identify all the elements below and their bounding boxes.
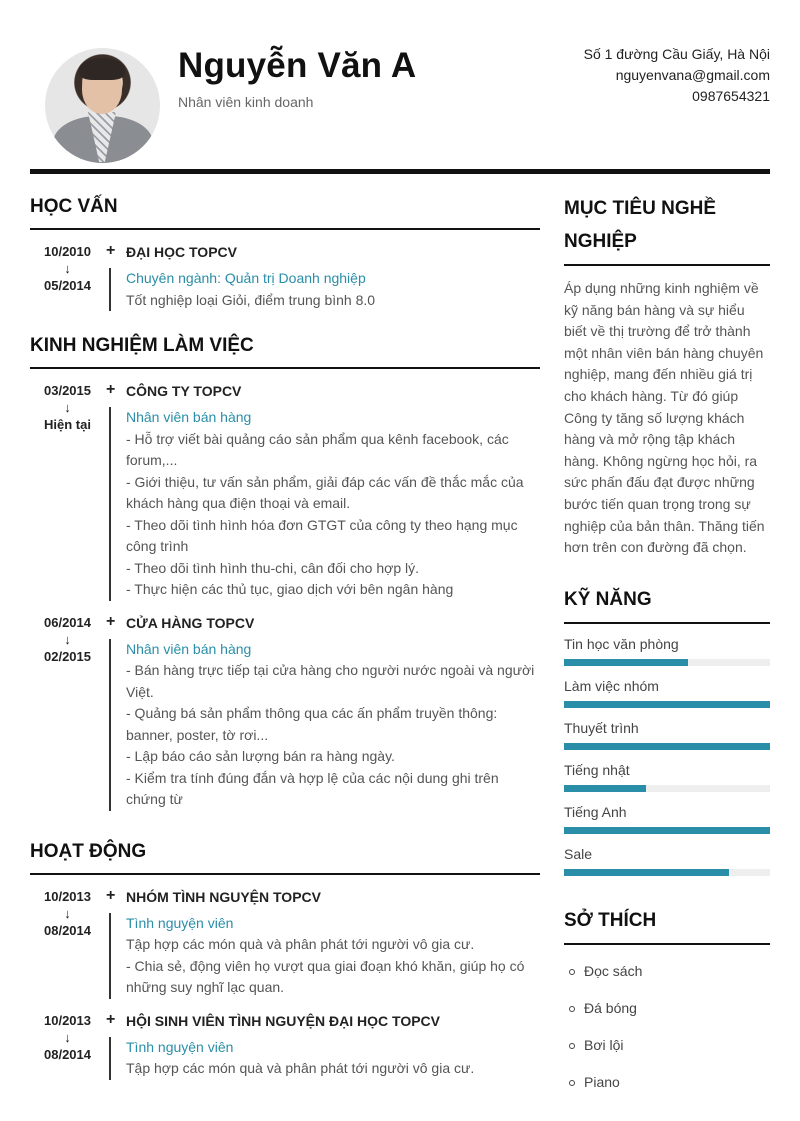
arrow-down-icon: ↓ [64, 261, 71, 276]
skill-bar [564, 827, 770, 834]
hobby-label: Bơi lội [584, 1036, 624, 1053]
plus-icon: + [106, 381, 116, 398]
skill-label: Tiếng Anh [564, 803, 627, 820]
skill-bar-fill [564, 701, 770, 708]
section-title-skills: KỸ NĂNG [564, 583, 770, 624]
avatar [45, 48, 160, 163]
skill-item [564, 718, 770, 750]
arrow-down-icon: ↓ [64, 631, 71, 647]
entry-position: Tình nguyện viên [126, 1038, 234, 1055]
objective-section [564, 192, 770, 559]
candidate-name: Nguyễn Văn A [178, 46, 417, 85]
timeline-entry [30, 886, 540, 999]
entry-details [109, 913, 540, 999]
bullet-circle-icon [569, 1043, 575, 1049]
contact-address: Số 1 đường Cầu Giấy, Hà Nội [583, 46, 770, 62]
skill-label: Tin học văn phòng [564, 635, 679, 652]
entry-date-to: Hiện tại [44, 417, 91, 432]
skill-bar [564, 743, 770, 750]
entry-date-to: 08/2014 [44, 1046, 91, 1062]
entry-organization: ĐẠI HỌC TOPCV [126, 244, 237, 260]
entry-detail-line: - Hỗ trợ viết bài quảng cáo sản phẩm qua kênh facebook, các forum,... [126, 430, 509, 468]
entry-detail-line: - Kiểm tra tính đúng đắn và hợp lệ của các nội dung ghi trên chứng từ [126, 769, 499, 807]
skill-item [564, 802, 770, 834]
candidate-role: Nhân viên kinh doanh [178, 94, 314, 110]
entry-details [109, 268, 540, 311]
skill-bar-fill [564, 785, 646, 792]
skill-item [564, 760, 770, 792]
entry-detail-line: Tập hợp các món quà và phân phát tới người vô gia cư. [126, 936, 475, 952]
plus-icon: + [106, 886, 116, 904]
skill-item [564, 844, 770, 876]
entry-detail-line: - Lập báo cáo sản lượng bán ra hàng ngày. [126, 748, 395, 764]
entry-date-from: 06/2014 [44, 614, 91, 630]
entry-dates [30, 383, 105, 433]
hobby-item [564, 953, 770, 990]
left-column [30, 192, 540, 1080]
cv-header [30, 0, 770, 175]
entry-details [109, 639, 540, 811]
entry-details [109, 407, 540, 601]
skill-label: Thuyết trình [564, 719, 639, 736]
entry-details [109, 1037, 540, 1080]
entry-organization: HỘI SINH VIÊN TÌNH NGUYỆN ĐẠI HỌC TOPCV [126, 1012, 440, 1029]
entry-dates [30, 244, 105, 294]
contact-email[interactable]: nguyenvana@gmail.com [615, 67, 770, 83]
entry-date-to: 08/2014 [44, 922, 91, 938]
section-title-education: HỌC VẤN [30, 192, 540, 230]
education-section [30, 192, 540, 311]
entry-position: Tình nguyện viên [126, 914, 234, 931]
hobby-label: Piano [584, 1073, 620, 1090]
activities-section [30, 837, 540, 1080]
entry-dates [30, 889, 105, 939]
entry-detail-line: - Theo dõi tình hình thu-chi, cân đối cho hợp lý. [126, 559, 419, 576]
entry-organization: NHÓM TÌNH NGUYỆN TOPCV [126, 888, 321, 905]
timeline-entry [30, 383, 540, 601]
plus-icon: + [106, 612, 116, 630]
skill-bar-fill [564, 869, 729, 876]
entry-detail-line: - Thực hiện các thủ tục, giao dịch với bên ngân hàng [126, 581, 454, 597]
entry-date-from: 03/2015 [44, 383, 91, 398]
timeline-entry [30, 1010, 540, 1080]
objective-text: Áp dụng những kinh nghiệm về kỹ năng bán hàng và sự hiểu biết về thị trường để trở thành một nhân viên bán hàng chuyên nghiệp, mang đến nhiều giá trị cho khách hàng. Từ đó giúp Công ty tăng số lượng khách hàng và mở rộng tập khách hàng. Không ngừng học hỏi, ra sức phấn đấu đạt được những bước tiến quan trọng trong sự nghiệp của bản thân. Thăng tiến hơn trên con đường đã chọn. [564, 280, 765, 556]
arrow-down-icon: ↓ [64, 905, 71, 921]
hobby-item [564, 1064, 770, 1101]
bullet-circle-icon [569, 969, 575, 975]
header-divider [30, 169, 770, 174]
entry-dates [30, 615, 105, 665]
skill-bar-fill [564, 827, 770, 834]
entry-date-from: 10/2010 [44, 244, 91, 259]
section-title-experience: KINH NGHIỆM LÀM VIỆC [30, 331, 540, 369]
entry-detail-line: - Chia sẻ, động viên họ vượt qua giai đoạn khó khăn, giúp họ có những suy nghĩ lạc quan. [126, 957, 525, 995]
skill-bar [564, 659, 770, 666]
skill-bar-fill [564, 659, 688, 666]
plus-icon: + [106, 1010, 116, 1028]
arrow-down-icon: ↓ [64, 1029, 71, 1045]
entry-dates [30, 1013, 105, 1063]
section-title-objective: MỤC TIÊU NGHỀ NGHIỆP [564, 192, 770, 266]
timeline-entry [30, 612, 540, 811]
skills-section [564, 583, 770, 876]
skill-label: Làm việc nhóm [564, 677, 659, 694]
section-title-hobbies: SỞ THÍCH [564, 904, 770, 945]
skill-item [564, 676, 770, 708]
hobby-label: Đá bóng [584, 999, 637, 1016]
contact-phone[interactable]: 0987654321 [692, 88, 770, 104]
bullet-circle-icon [569, 1006, 575, 1012]
entry-detail-line: - Quảng bá sản phẩm thông qua các ấn phẩm truyền thông: banner, poster, tờ rơi... [126, 705, 498, 743]
timeline-entry [30, 244, 540, 311]
skill-bar [564, 701, 770, 708]
entry-position: Nhân viên bán hàng [126, 409, 252, 425]
entry-detail-line: - Bán hàng trực tiếp tại cửa hàng cho người nước ngoài và người Việt. [126, 662, 535, 700]
entry-date-from: 10/2013 [44, 1012, 91, 1028]
hobbies-section [564, 904, 770, 1101]
hobby-item [564, 1027, 770, 1064]
entry-position: Chuyên ngành: Quản trị Doanh nghiệp [126, 270, 366, 286]
entry-organization: CỬA HÀNG TOPCV [126, 614, 255, 631]
entry-detail-line: Tốt nghiệp loại Giỏi, điểm trung bình 8.0 [126, 291, 376, 308]
entry-date-from: 10/2013 [44, 888, 91, 904]
entry-date-to: 02/2015 [44, 648, 91, 664]
entry-date-to: 05/2014 [44, 278, 91, 293]
experience-section [30, 331, 540, 811]
skill-label: Sale [564, 845, 593, 862]
arrow-down-icon: ↓ [64, 400, 71, 415]
entry-detail-line: - Theo dõi tình hình hóa đơn GTGT của công ty theo hạng mục công trình [126, 516, 518, 554]
skill-bar [564, 869, 770, 876]
right-column [564, 192, 770, 1101]
entry-position: Nhân viên bán hàng [126, 640, 252, 657]
entry-detail-line: Tập hợp các món quà và phân phát tới người vô gia cư. [126, 1060, 475, 1076]
hobby-label: Đọc sách [584, 962, 643, 979]
hobby-item [564, 990, 770, 1027]
skill-label: Tiếng nhật [564, 761, 630, 778]
skill-item [564, 634, 770, 666]
skill-bar-fill [564, 743, 770, 750]
contact-info [584, 44, 770, 107]
skill-bar [564, 785, 770, 792]
bullet-circle-icon [569, 1080, 575, 1086]
entry-organization: CÔNG TY TOPCV [126, 383, 242, 399]
entry-detail-line: - Giới thiệu, tư vấn sản phẩm, giải đáp các vấn đề thắc mắc của khách hàng qua điện thoại và email. [126, 473, 524, 511]
section-title-activities: HOẠT ĐỘNG [30, 837, 540, 875]
plus-icon: + [106, 242, 116, 259]
